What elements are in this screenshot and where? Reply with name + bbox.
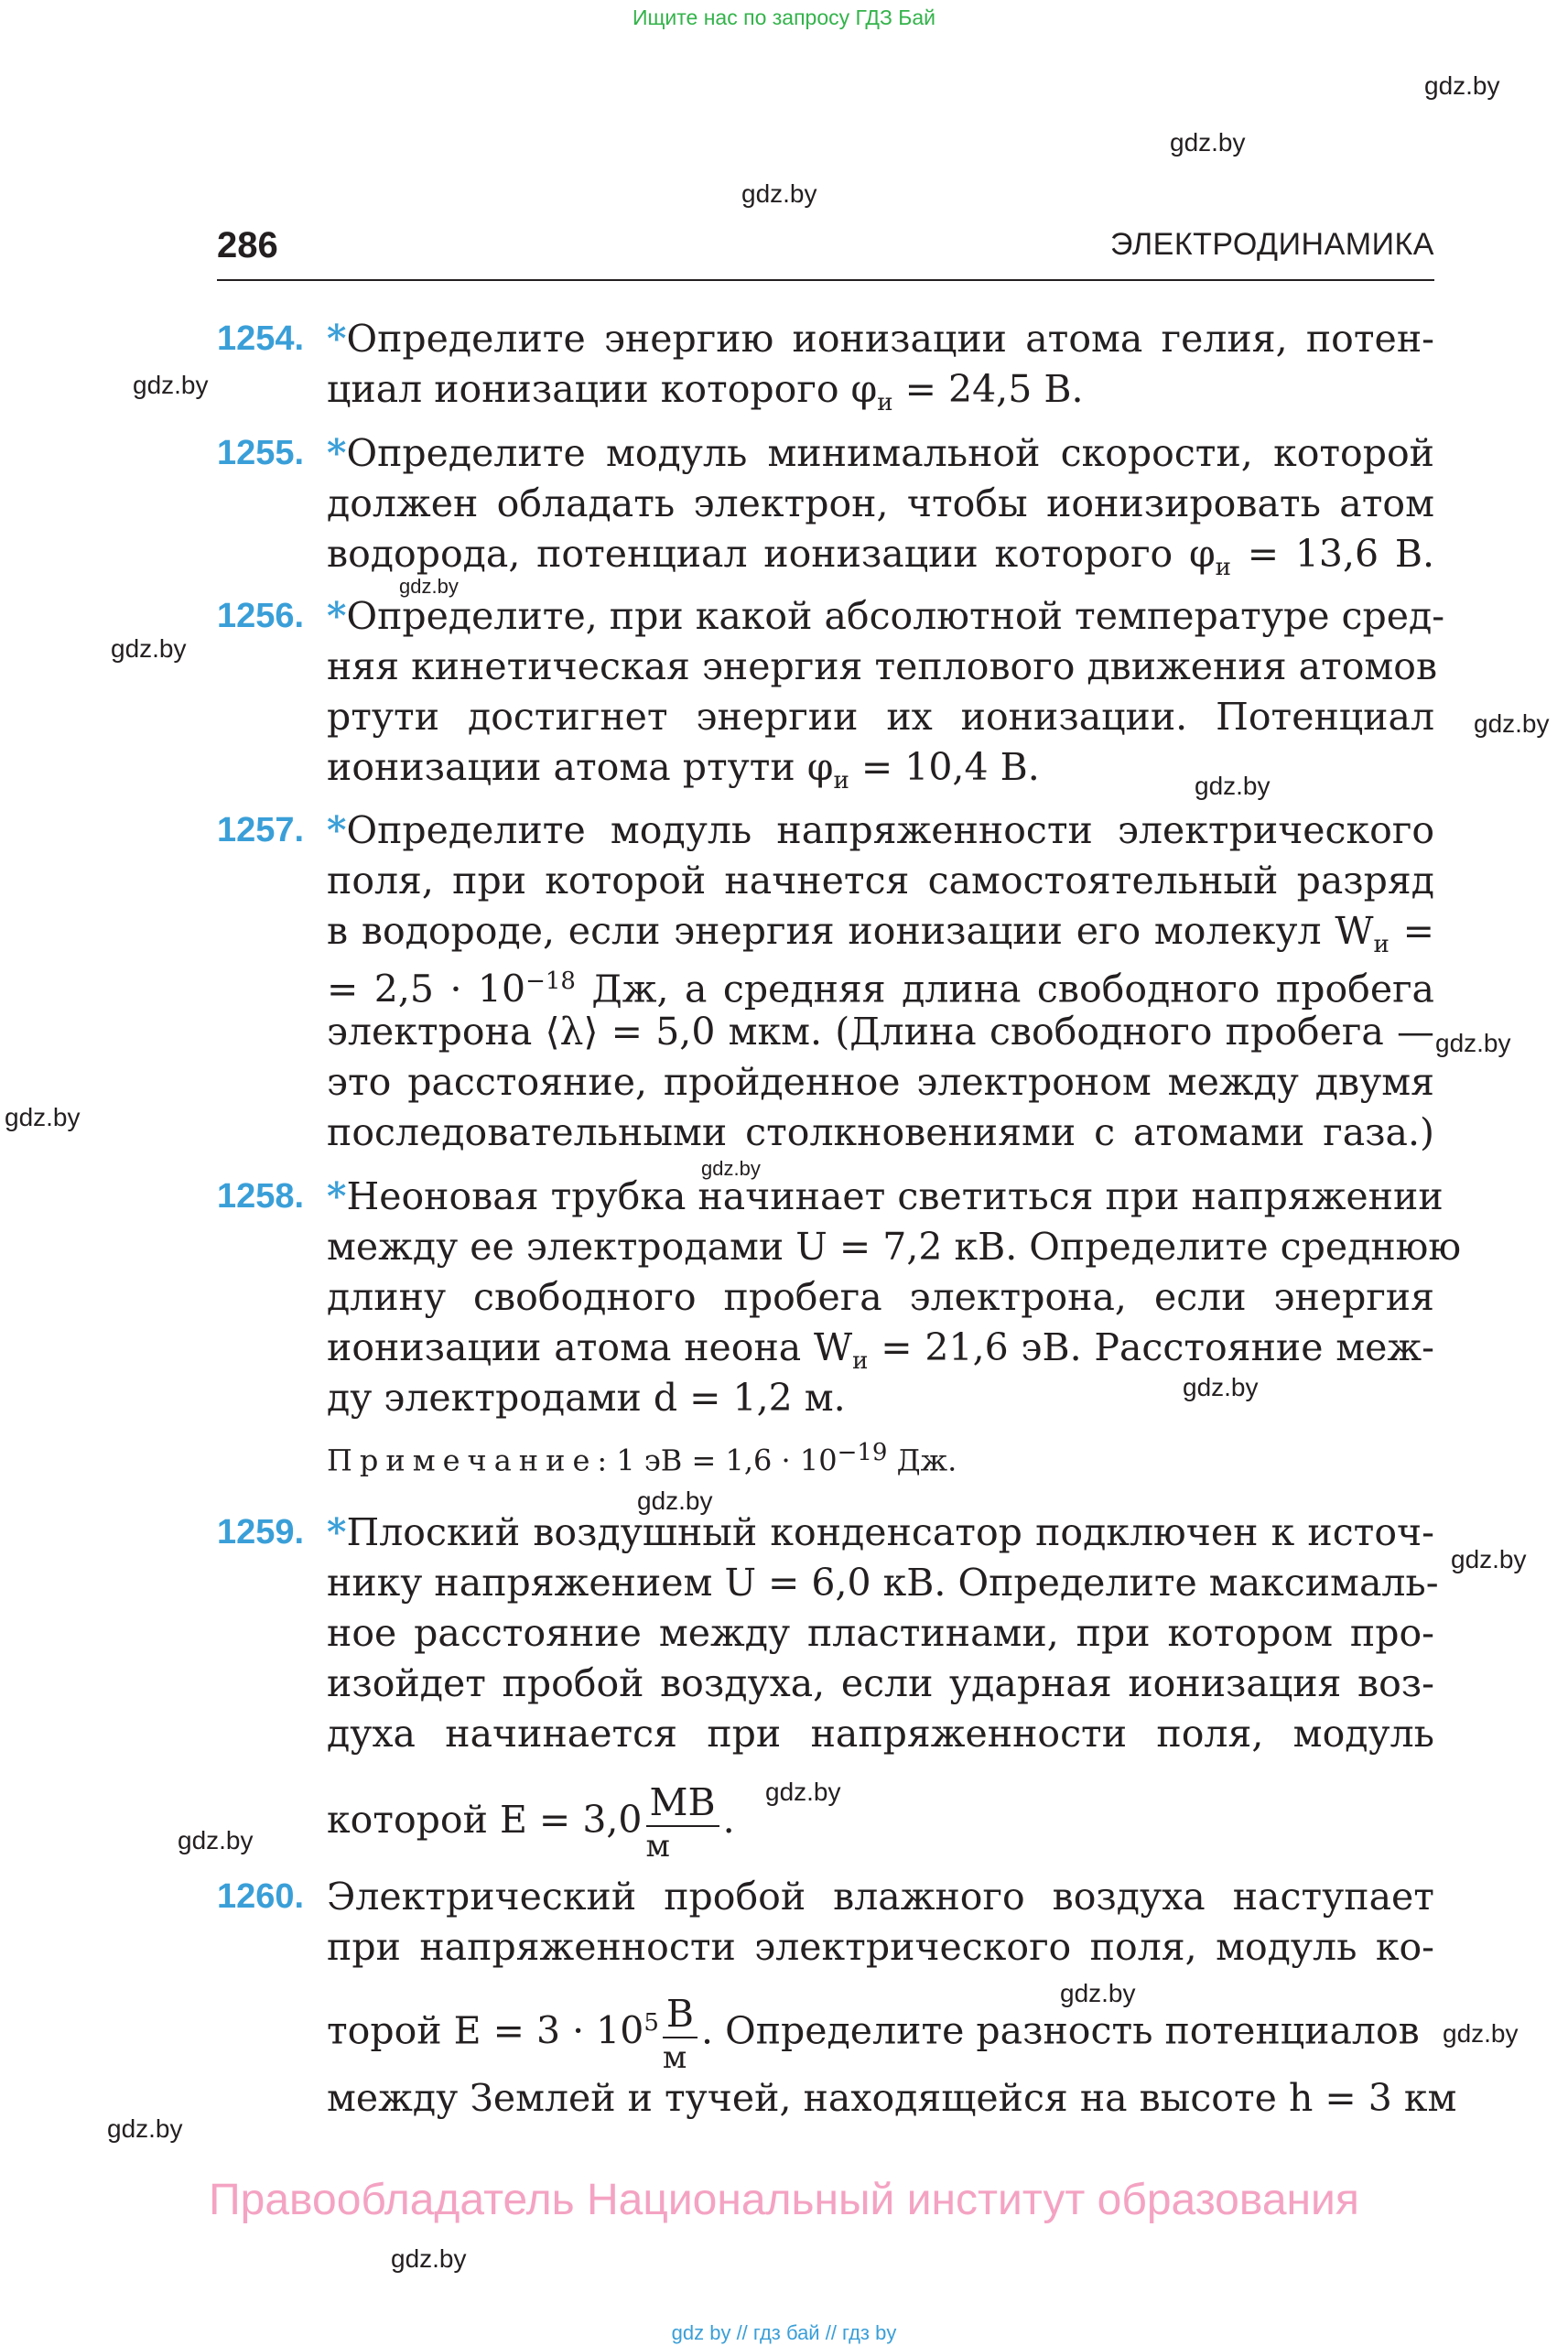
problem-text-line: *Определите энергию ионизации атома гелия, потен- — [327, 317, 1434, 361]
problem-text-line: поля, при которой начнется самостоятельный разряд — [327, 859, 1434, 903]
watermark: gdz.by — [765, 1778, 841, 1806]
copyright-notice: Правообладатель Национальный институт образования — [209, 2176, 1359, 2224]
watermark: gdz.by — [1424, 71, 1500, 100]
watermark: gdz.by — [1435, 1029, 1511, 1057]
problem-text-line: ное расстояние между пластинами, при котором про- — [327, 1611, 1434, 1655]
difficulty-star: * — [327, 1174, 347, 1218]
problem-text-line: *Определите модуль напряженности электрического — [327, 808, 1434, 852]
watermark: gdz.by — [399, 575, 459, 598]
watermark: gdz.by — [1170, 128, 1246, 157]
problem-text-line: ртути достигнет энергии их ионизации. Потенциал — [327, 695, 1434, 739]
watermark: gdz.by — [701, 1157, 761, 1180]
watermark: gdz.by — [1060, 1979, 1136, 2007]
problem-number: 1258. — [217, 1177, 305, 1216]
problem-number: 1260. — [217, 1877, 305, 1916]
problem-number: 1256. — [217, 597, 305, 635]
watermark: gdz.by — [107, 2114, 183, 2143]
problem-text-line: изойдет пробой воздуха, если ударная ионизация воз- — [327, 1661, 1434, 1705]
problem-number: 1257. — [217, 811, 305, 849]
difficulty-star: * — [327, 317, 347, 361]
problem-text-line: *Неоновая трубка начинает светиться при напряжении — [327, 1174, 1444, 1218]
problem-text-line: ионизации атома ртути $\varphi_и = 10,4$ В. — [327, 745, 1040, 795]
watermark: gdz.by — [637, 1487, 713, 1515]
problem-text-line: нику напряжением U = 6,0 кВ. Определите максималь- — [327, 1561, 1439, 1605]
top-banner[interactable]: Ищите нас по запросу ГДЗ Бай — [632, 5, 936, 29]
note-label: Примечание — [327, 1443, 598, 1478]
watermark: gdz.by — [5, 1103, 81, 1131]
watermark: gdz.by — [178, 1826, 254, 1854]
problem-text-line: при напряженности электрического поля, модуль ко- — [327, 1925, 1434, 1969]
problem-text-line: длину свободного пробега электрона, если энергия — [327, 1275, 1434, 1319]
problem-text-line: между Землей и тучей, находящейся на высоте h = 3 км — [327, 2076, 1457, 2120]
watermark: gdz.by — [1451, 1545, 1527, 1573]
problem-text-line: торой $E = 3 \cdot 10^5$ $\frac{В}{м}$ . Определите разность потенциалов — [327, 1991, 1420, 2076]
note: Примечание: 1 эВ = $1,6 \cdot 10^{-19}$ Дж. — [327, 1439, 957, 1478]
watermark: gdz.by — [1474, 709, 1550, 738]
problem-text-line: которой E = 3,0 $\frac{МВ}{м}$ . — [327, 1780, 735, 1865]
watermark: gdz.by — [133, 371, 209, 399]
watermark: gdz.by — [1183, 1373, 1259, 1401]
difficulty-star: * — [327, 1510, 347, 1554]
difficulty-star: * — [327, 808, 347, 852]
problem-text-line: в водороде, если энергия ионизации его молекул $W_и$ = — [327, 909, 1434, 959]
problem-number: 1259. — [217, 1513, 305, 1551]
problem-text-line: ионизации атома неона $W_и = 21,6$ эВ. Расстояние меж- — [327, 1325, 1434, 1376]
problem-text-line: ду электродами d = 1,2 м. — [327, 1376, 846, 1420]
problem-text-line: последовательными столкновениями с атомами газа.) — [327, 1110, 1434, 1154]
problem-text-line: духа начинается при напряженности поля, модуль — [327, 1712, 1434, 1756]
watermark: gdz.by — [1195, 772, 1271, 800]
problem-number: 1254. — [217, 319, 305, 358]
problem-text-line: это расстояние, пройденное электроном между двумя — [327, 1060, 1434, 1104]
footer-links[interactable]: gdz by // гдз бай // гдз by — [671, 2321, 897, 2344]
watermark: gdz.by — [1443, 2019, 1519, 2048]
problem-text-line: *Определите модуль минимальной скорости, которой — [327, 431, 1434, 475]
header-rule — [217, 279, 1434, 281]
section-title: ЭЛЕКТРОДИНАМИКА — [1110, 227, 1434, 262]
watermark: gdz.by — [111, 634, 187, 663]
problem-number: 1255. — [217, 434, 305, 472]
fraction: $\frac{В}{м}$ — [663, 1995, 697, 2073]
problem-text-line: водорода, потенциал ионизации которого $\varphi_и = 13,6$ В. — [327, 532, 1434, 582]
problem-text-line: должен обладать электрон, чтобы ионизировать атом — [327, 481, 1434, 525]
problem-text-line: циал ионизации которого $\varphi_и = 24,5$ В. — [327, 367, 1084, 417]
fraction: $\frac{МВ}{м}$ — [646, 1784, 719, 1862]
problem-text-line: = $2,5 \cdot 10^{-18}$ Дж, а средняя длина свободного пробега — [327, 967, 1435, 1011]
problem-text-line: няя кинетическая энергия теплового движения атомов — [327, 644, 1438, 688]
problem-text-line: *Плоский воздушный конденсатор подключен к источ- — [327, 1510, 1434, 1554]
page-number: 286 — [217, 225, 278, 265]
problem-text-line: Электрический пробой влажного воздуха наступает — [327, 1875, 1434, 1919]
problem-text-line: *Определите, при какой абсолютной температуре сред- — [327, 594, 1445, 638]
watermark: gdz.by — [741, 179, 817, 208]
difficulty-star: * — [327, 431, 347, 475]
difficulty-star: * — [327, 594, 347, 638]
problem-text-line: электрона ⟨λ⟩ = 5,0 мкм. (Длина свободного пробега — — [327, 1010, 1434, 1054]
watermark: gdz.by — [391, 2244, 467, 2273]
problem-text-line: между ее электродами U = 7,2 кВ. Определите среднюю — [327, 1225, 1462, 1269]
